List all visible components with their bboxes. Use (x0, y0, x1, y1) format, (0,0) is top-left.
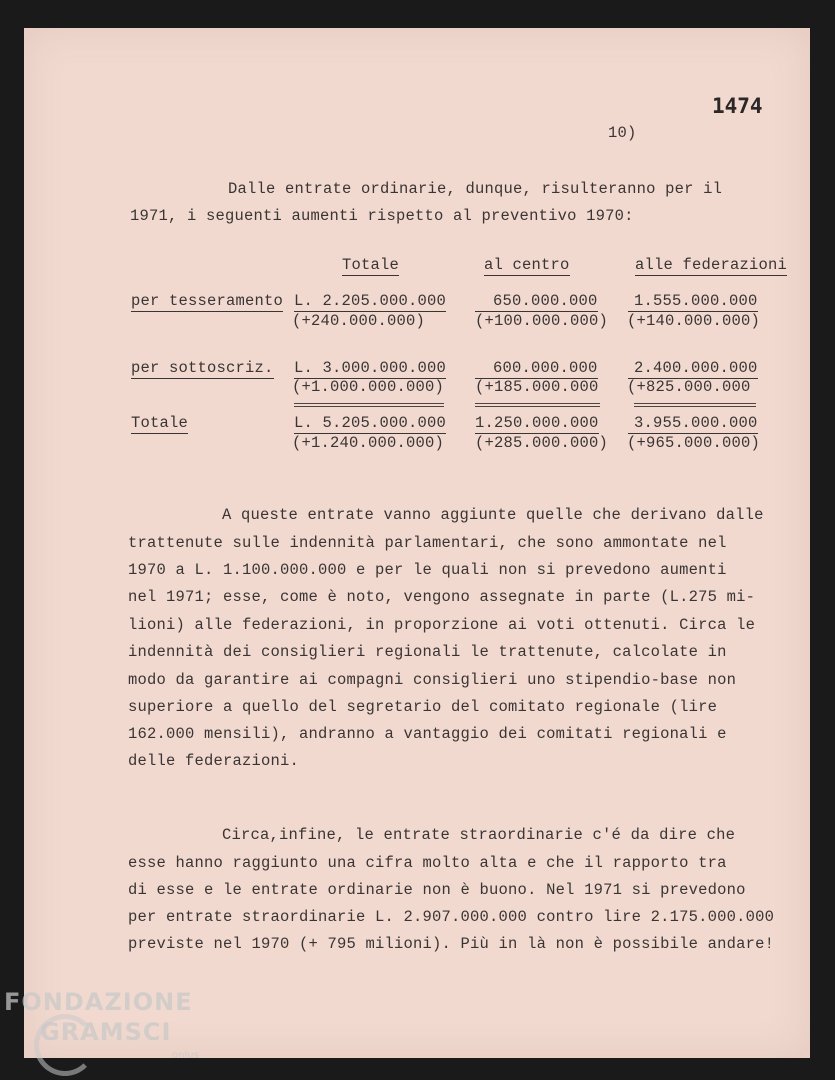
cell-change: (+285.000.000) (475, 434, 609, 452)
intro-line: 1971, i seguenti aumenti rispetto al preventivo 1970: (130, 207, 634, 225)
text-line: di esse e le entrate ordinarie non è buono. Nel 1971 si prevedono (128, 881, 746, 899)
archive-number: 1474 (712, 94, 763, 118)
document-page (24, 28, 810, 1058)
cell-value: 600.000.000 (475, 359, 598, 379)
text-line: A queste entrate vanno aggiunte quelle che derivano dalle (222, 506, 764, 524)
cell-change: (+240.000.000) (292, 312, 426, 330)
cell-value: L. 2.205.000.000 (294, 292, 447, 310)
text-line: nel 1971; esse, come è noto, vengono assegnate in parte (L.275 mi- (128, 588, 756, 606)
cell-change: (+965.000.000) (627, 434, 761, 452)
cell-value: L. 3.000.000.000 (294, 359, 447, 377)
watermark-line2: GRAMSCI (40, 1018, 172, 1046)
cell-value: 1.250.000.000 (475, 414, 599, 432)
header-alle-federazioni: alle federazioni (635, 256, 788, 274)
text-line: superiore a quello del segretario del comitato regionale (lire (128, 698, 718, 716)
cell-value: 2.400.000.000 (628, 359, 758, 379)
header-totale: Totale (342, 256, 400, 274)
fondazione-gramsci-watermark (4, 988, 199, 1061)
intro-line: Dalle entrate ordinarie, dunque, risulteranno per il (228, 180, 723, 198)
cell-change: (+825.000.000 (627, 378, 751, 396)
watermark-line1: FONDAZIONE (4, 988, 193, 1016)
cell-value: L. 5.205.000.000 (294, 414, 447, 432)
row-label: per sottoscriz. (131, 359, 274, 377)
cell-value: 3.955.000.000 (628, 414, 758, 434)
cell-change: (+1.000.000.000) (292, 378, 445, 396)
cell-value: 650.000.000 (475, 292, 598, 312)
header-al-centro: al centro (484, 256, 570, 274)
cell-change: (+100.000.000) (475, 312, 609, 330)
text-line: 1970 a L. 1.100.000.000 e per le quali non si prevedono aumenti (128, 561, 727, 579)
cell-change: (+140.000.000) (627, 312, 761, 330)
cell-value: 1.555.000.000 (628, 292, 758, 312)
text-line: per entrate straordinarie L. 2.907.000.000 contro lire 2.175.000.000 (128, 908, 775, 926)
text-line: Circa,infine, le entrate straordinarie c'é da dire che (222, 826, 736, 844)
text-line: previste nel 1970 (+ 795 milioni). Più in là non è possibile andare! (128, 935, 775, 953)
text-line: trattenute sulle indennità parlamentari, che sono ammontate nel (128, 534, 727, 552)
total-rule (475, 403, 600, 407)
text-line: indennità dei consiglieri regionali le trattenute, calcolate in (128, 643, 727, 661)
total-rule (634, 403, 756, 407)
total-rule (294, 403, 444, 407)
page-number: 10) (608, 124, 637, 142)
text-line: lioni) alle federazioni, in proporzione ai voti ottenuti. Circa le (128, 616, 756, 634)
watermark-logo-icon (34, 1014, 96, 1076)
watermark-line3: onlus (172, 1050, 199, 1061)
row-label: Totale (131, 414, 189, 432)
text-line: modo da garantire ai compagni consiglieri uno stipendio-base non (128, 671, 737, 689)
row-label: per tesseramento (131, 292, 284, 310)
text-line: delle federazioni. (128, 752, 300, 770)
cell-change: (+185.000.000 (475, 378, 599, 396)
cell-change: (+1.240.000.000) (292, 434, 445, 452)
text-line: 162.000 mensili), andranno a vantaggio dei comitati regionali e (128, 725, 727, 743)
text-line: esse hanno raggiunto una cifra molto alta e che il rapporto tra (128, 854, 727, 872)
